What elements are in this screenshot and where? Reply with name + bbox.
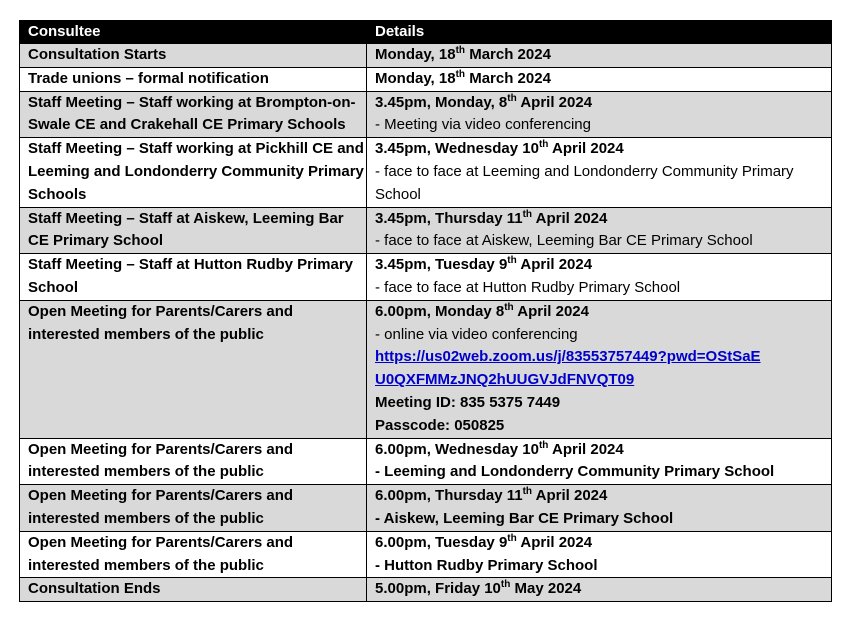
date-line <box>375 68 831 91</box>
location-note: - Leeming and Londonderry Community Primary School <box>375 463 775 481</box>
table-row <box>20 67 832 91</box>
table-row <box>20 578 832 602</box>
consultation-schedule-table <box>19 20 832 602</box>
location-note: - online via video conferencing <box>375 325 578 343</box>
date-text-rest: March 2024 <box>465 46 551 63</box>
consultee-cell: Staff Meeting – Staff working at Pickhill CE and Leeming and Londonderry Community Primary Schools <box>20 138 367 207</box>
date-suffix: th <box>522 486 533 498</box>
location-note: - Hutton Rudby Primary School <box>375 556 598 574</box>
date-text-rest: April 2024 <box>532 209 608 227</box>
date-text-rest: March 2024 <box>465 69 551 87</box>
date-text-rest: April 2024 <box>516 93 593 111</box>
date-line <box>375 439 831 462</box>
date-line <box>375 578 831 601</box>
date-text: 3.45pm, Tuesday 9 <box>375 256 508 274</box>
details-cell <box>367 578 832 602</box>
details-cell <box>367 300 832 438</box>
details-cell <box>367 67 832 91</box>
table-header-row <box>20 21 832 44</box>
details-cell <box>367 531 832 578</box>
date-line <box>375 485 831 508</box>
details-cell <box>367 254 832 301</box>
date-text-rest: April 2024 <box>548 440 624 458</box>
date-text: 6.00pm, Monday 8 <box>375 302 505 320</box>
details-cell <box>367 44 832 68</box>
date-text-rest: April 2024 <box>516 256 593 274</box>
table-row <box>20 207 832 254</box>
date-text-rest: May 2024 <box>510 580 582 598</box>
date-text: 6.00pm, Wednesday 10 <box>375 440 539 458</box>
date-suffix: th <box>538 139 549 151</box>
zoom-link-part-1[interactable]: https://us02web.zoom.us/j/83553757449?pwd=OStSaE <box>375 348 761 366</box>
table-row <box>20 91 832 138</box>
zoom-meeting-link[interactable] <box>375 346 831 392</box>
date-line <box>375 138 831 161</box>
meeting-passcode: Passcode: 050825 <box>375 416 505 434</box>
date-suffix: th <box>538 439 549 451</box>
consultee-cell: Staff Meeting – Staff working at Brompton-on-Swale CE and Crakehall CE Primary Schools <box>20 91 367 138</box>
consultee-cell: Consultation Ends <box>20 578 367 602</box>
date-text-rest: April 2024 <box>532 487 608 505</box>
date-suffix: th <box>504 301 514 313</box>
consultee-cell: Staff Meeting – Staff at Hutton Rudby Primary School <box>20 254 367 301</box>
date-line <box>375 254 831 277</box>
date-text: 6.00pm, Thursday 11 <box>375 487 523 505</box>
date-text: 3.45pm, Thursday 11 <box>375 209 523 227</box>
date-line <box>375 92 831 115</box>
date-text-rest: April 2024 <box>516 533 593 551</box>
details-cell <box>367 207 832 254</box>
date-text-rest: April 2024 <box>548 140 624 158</box>
date-text: 5.00pm, Friday 10 <box>375 580 501 598</box>
zoom-link-part-2[interactable]: U0QXFMMzJNQ2hUUGVJdFNVQT09 <box>375 371 635 389</box>
table-row <box>20 44 832 68</box>
details-cell <box>367 485 832 532</box>
consultee-cell: Trade unions – formal notification <box>20 67 367 91</box>
date-line <box>375 532 831 555</box>
consultee-cell: Open Meeting for Parents/Carers and interested members of the public <box>20 300 367 438</box>
table-row <box>20 138 832 207</box>
date-suffix: th <box>507 532 517 544</box>
table-row <box>20 531 832 578</box>
header-consultee: Consultee <box>20 21 367 44</box>
consultee-cell: Open Meeting for Parents/Carers and interested members of the public <box>20 438 367 485</box>
location-note: - face to face at Leeming and Londonderry Community Primary School <box>375 162 794 203</box>
location-note: - face to face at Hutton Rudby Primary School <box>375 278 681 296</box>
date-suffix: th <box>522 208 533 220</box>
date-text: 3.45pm, Monday, 8 <box>375 93 508 111</box>
location-note: - Aiskew, Leeming Bar CE Primary School <box>375 509 674 527</box>
location-note: - face to face at Aiskew, Leeming Bar CE Primary School <box>375 232 753 250</box>
consultee-cell: Open Meeting for Parents/Carers and interested members of the public <box>20 531 367 578</box>
date-text: Monday, 18 <box>375 69 456 87</box>
table-row <box>20 300 832 438</box>
meeting-id: Meeting ID: 835 5375 7449 <box>375 393 561 411</box>
date-suffix: th <box>507 255 517 267</box>
date-line <box>375 301 831 324</box>
date-text: 6.00pm, Tuesday 9 <box>375 533 508 551</box>
date-text-rest: April 2024 <box>513 302 589 320</box>
date-text: Monday, 18 <box>375 46 456 63</box>
table-row <box>20 254 832 301</box>
table-row <box>20 438 832 485</box>
date-suffix: th <box>455 45 466 56</box>
details-cell <box>367 138 832 207</box>
date-suffix: th <box>455 68 466 80</box>
consultee-cell: Open Meeting for Parents/Carers and interested members of the public <box>20 485 367 532</box>
details-cell <box>367 91 832 138</box>
date-suffix: th <box>507 92 517 104</box>
consultee-cell: Staff Meeting – Staff at Aiskew, Leeming Bar CE Primary School <box>20 207 367 254</box>
date-line <box>375 44 831 67</box>
header-details: Details <box>367 21 832 44</box>
consultee-cell: Consultation Starts <box>20 44 367 68</box>
table-row <box>20 485 832 532</box>
location-note: - Meeting via video conferencing <box>375 116 591 134</box>
date-suffix: th <box>500 579 511 591</box>
date-line <box>375 208 831 231</box>
date-text: 3.45pm, Wednesday 10 <box>375 140 539 158</box>
details-cell <box>367 438 832 485</box>
